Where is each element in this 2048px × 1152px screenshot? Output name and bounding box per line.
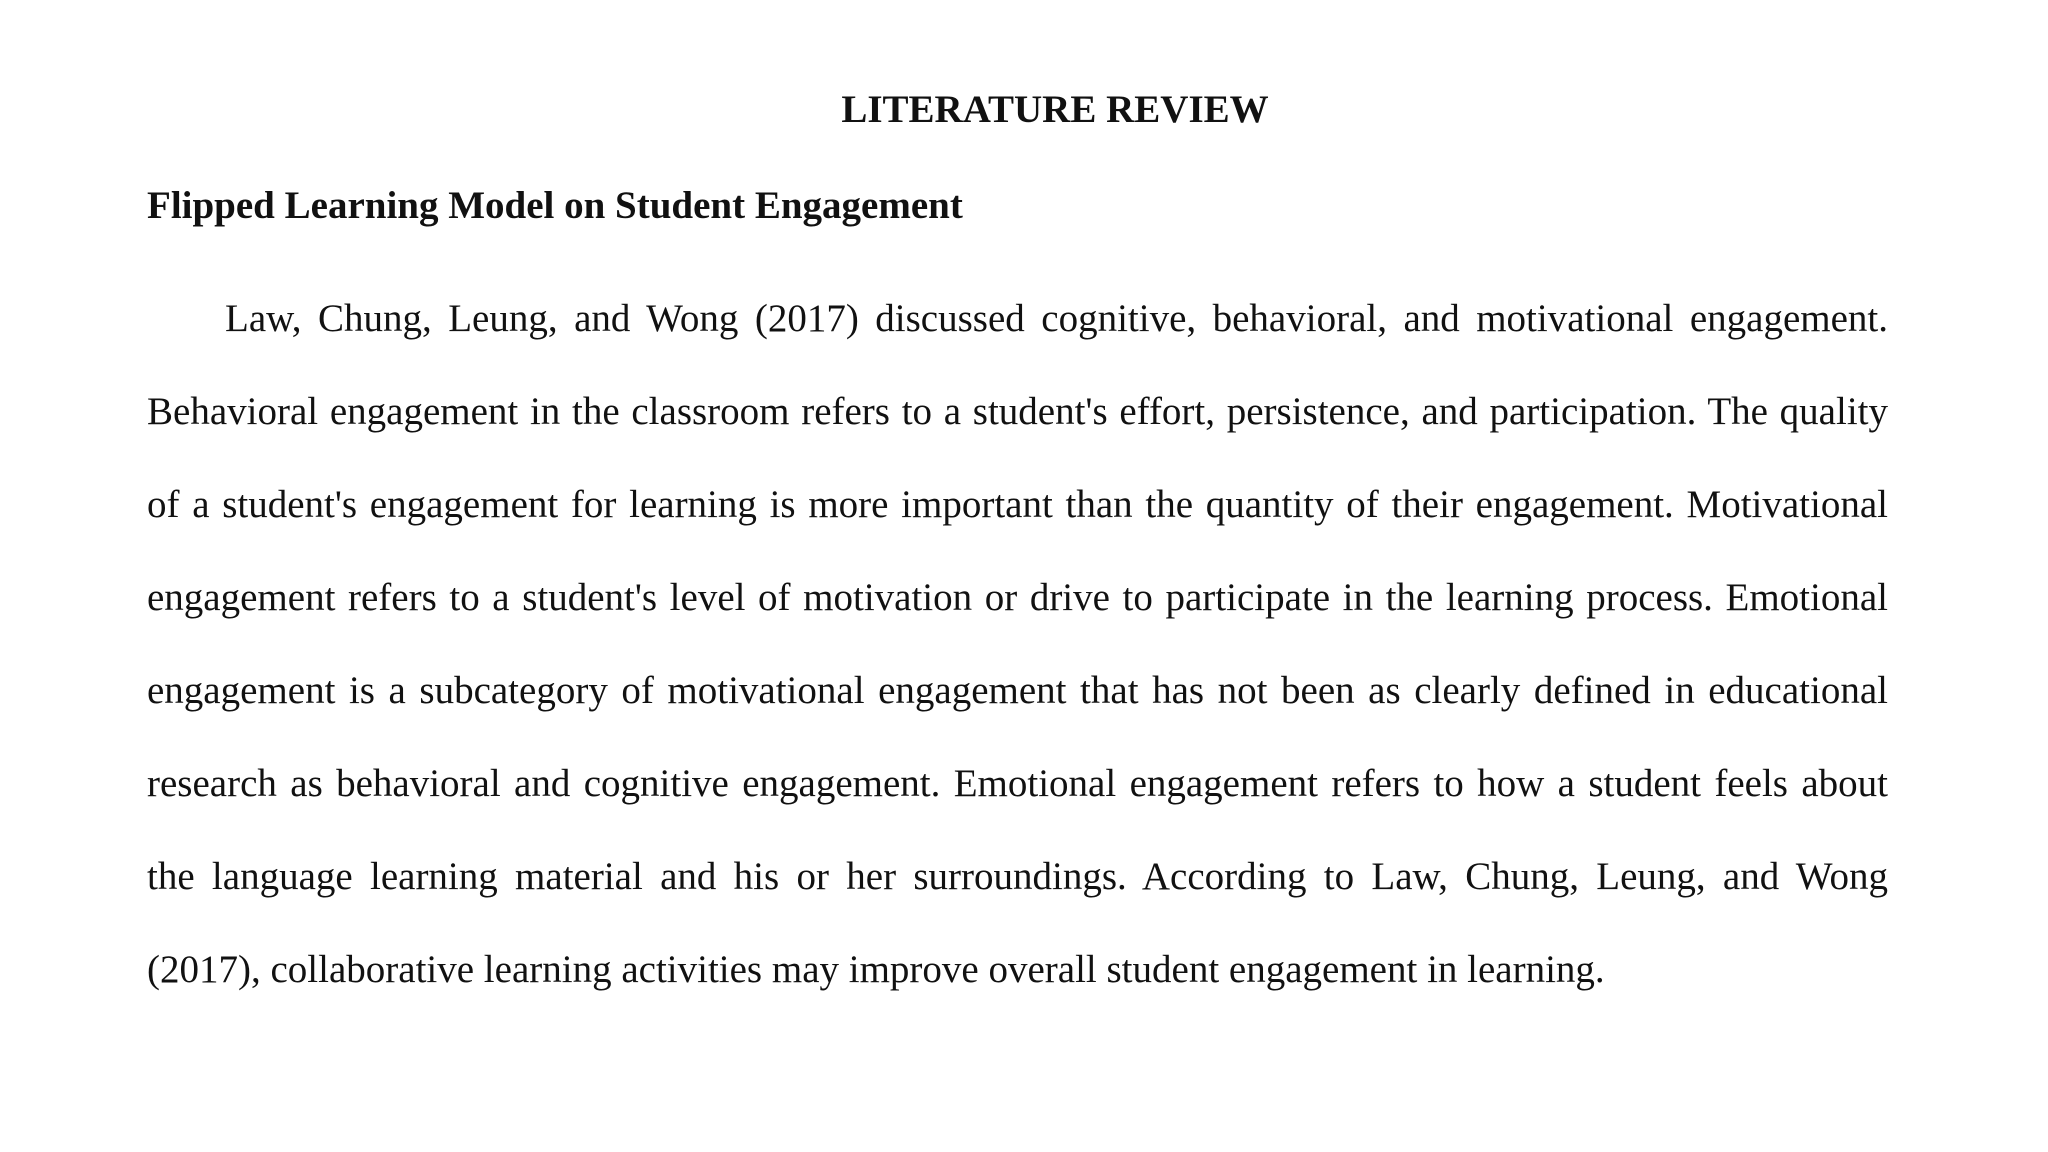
section-heading: Flipped Learning Model on Student Engagement: [147, 184, 963, 227]
body-paragraph: Law, Chung, Leung, and Wong (2017) discussed cognitive, behavioral, and motivational engagement. Behavioral engagement in the classroom refers to a student's effort, persistence, and participation. The quality of a student's engagement for learning is more important than the quantity of their engagement. Motivational engagement refers to a student's level of motivation or drive to participate in the learning process. Emotional engagement is a subcategory of motivational engagement that has not been as clearly defined in educational research as behavioral and cognitive engagement. Emotional engagement refers to how a student feels about the language learning material and his or her surroundings. According to Law, Chung, Leung, and Wong (2017), collaborative learning activities may improve overall student engagement in learning.: [147, 297, 1888, 991]
page-title: LITERATURE REVIEW: [841, 88, 1269, 131]
